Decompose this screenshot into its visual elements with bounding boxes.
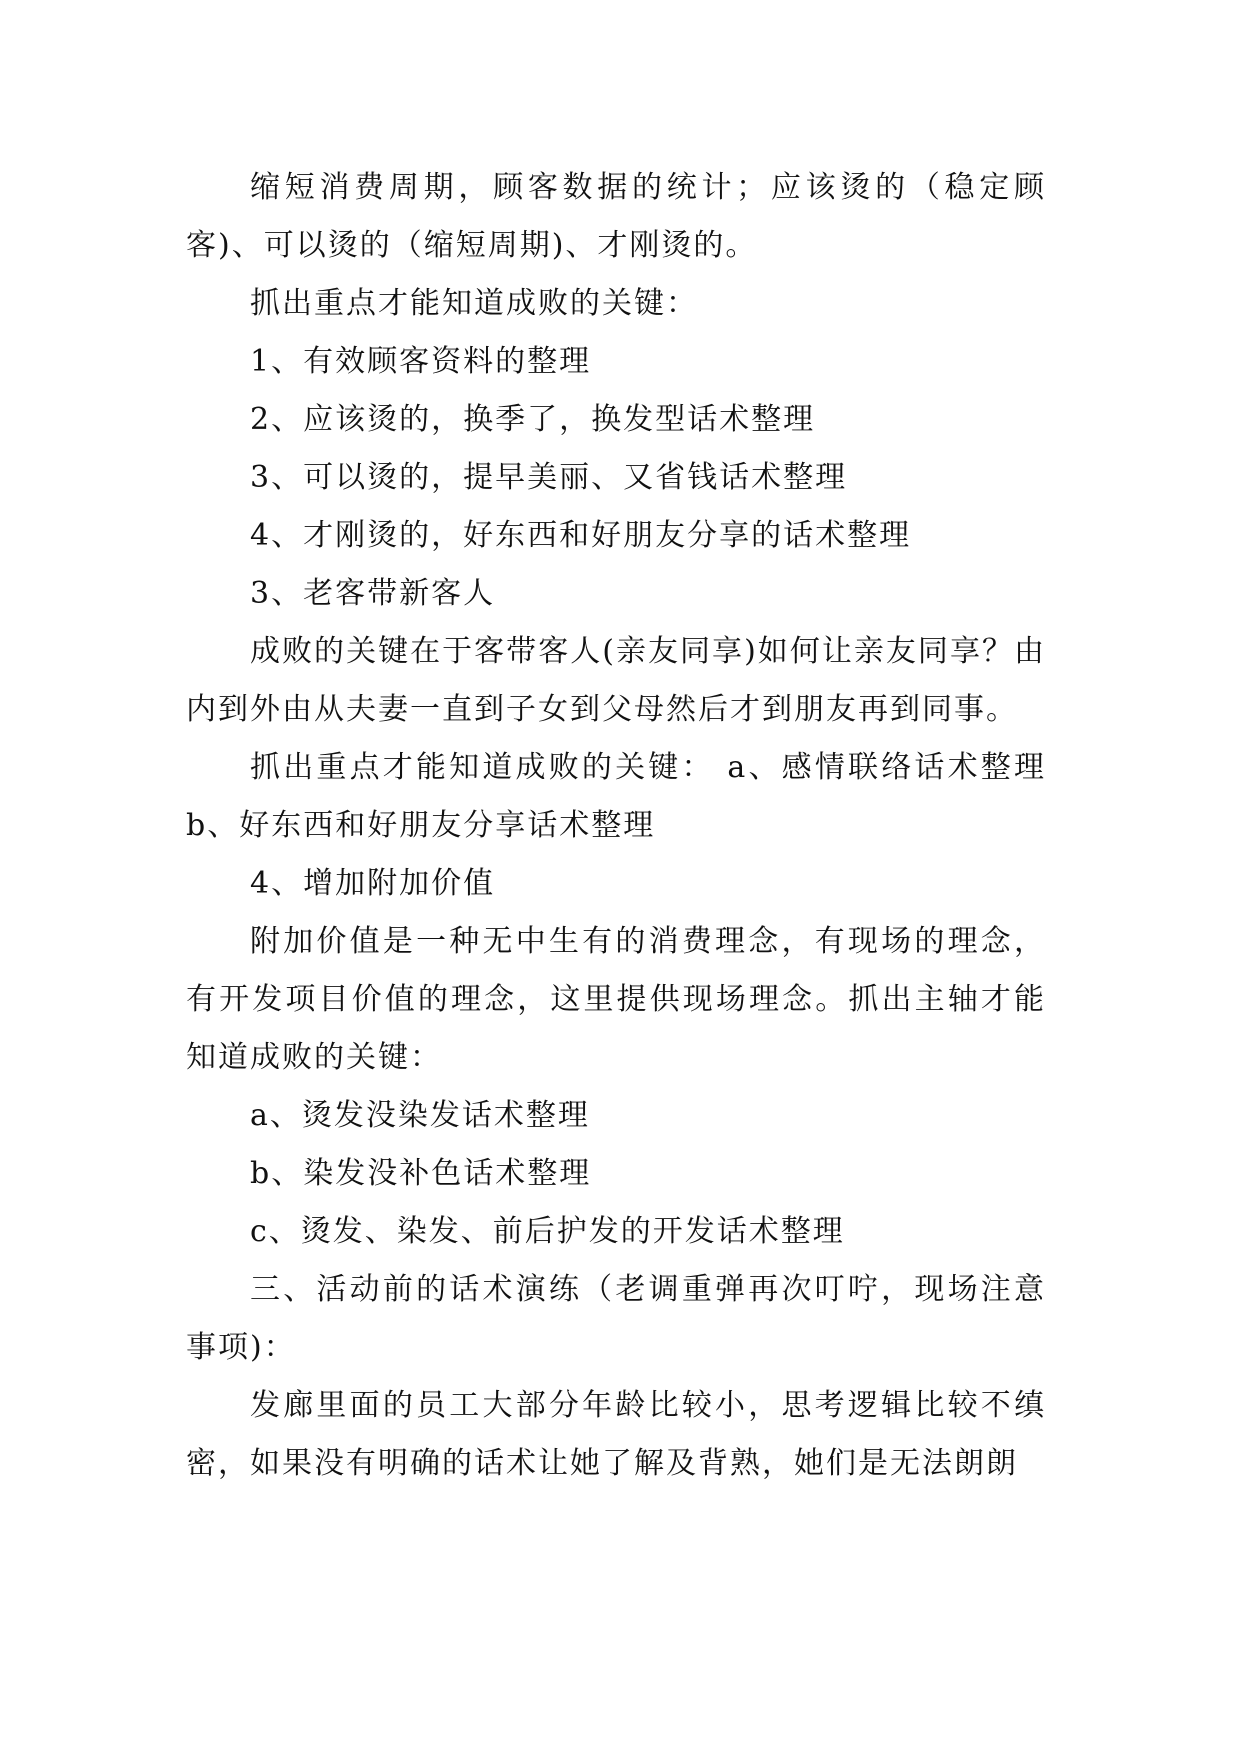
list-item: 1、有效顾客资料的整理 — [250, 344, 592, 379]
list-item: c、烫发、染发、前后护发的开发话术整理 — [250, 1214, 845, 1249]
paragraph: 抓出重点才能知道成败的关键： — [250, 286, 698, 321]
list-item: 3、可以烫的，提早美丽、又省钱话术整理 — [250, 460, 848, 495]
paragraph: 发廊里面的员工大部分年龄比较小，思考逻辑比较不缜密，如果没有明确的话术让她了解及背熟，她们是无法朗朗 — [186, 1388, 1046, 1481]
paragraph: 附加价值是一种无中生有的消费理念，有现场的理念，有开发项目价值的理念，这里提供现场理念。抓出主轴才能知道成败的关键： — [186, 924, 1046, 1075]
document-body — [186, 159, 1046, 1493]
paragraph: 抓出重点才能知道成败的关键： a、感情联络话术整理b、好东西和好朋友分享话术整理 — [186, 750, 1046, 843]
list-item: b、染发没补色话术整理 — [250, 1156, 592, 1191]
section-heading: 4、增加附加价值 — [250, 866, 496, 901]
list-item: a、烫发没染发话术整理 — [250, 1098, 590, 1133]
paragraph: 成败的关键在于客带客人(亲友同享)如何让亲友同享？由内到外由从夫妻一直到子女到父母然后才到朋友再到同事。 — [186, 634, 1046, 727]
paragraph: 缩短消费周期，顾客数据的统计；应该烫的（稳定顾客)、可以烫的（缩短周期)、才刚烫的。 — [186, 170, 1046, 263]
section-heading: 三、活动前的话术演练（老调重弹再次叮咛，现场注意事项)： — [186, 1272, 1046, 1365]
section-heading: 3、老客带新客人 — [250, 576, 496, 611]
list-item: 4、才刚烫的，好东西和好朋友分享的话术整理 — [250, 518, 912, 553]
list-item: 2、应该烫的，换季了，换发型话术整理 — [250, 402, 816, 437]
